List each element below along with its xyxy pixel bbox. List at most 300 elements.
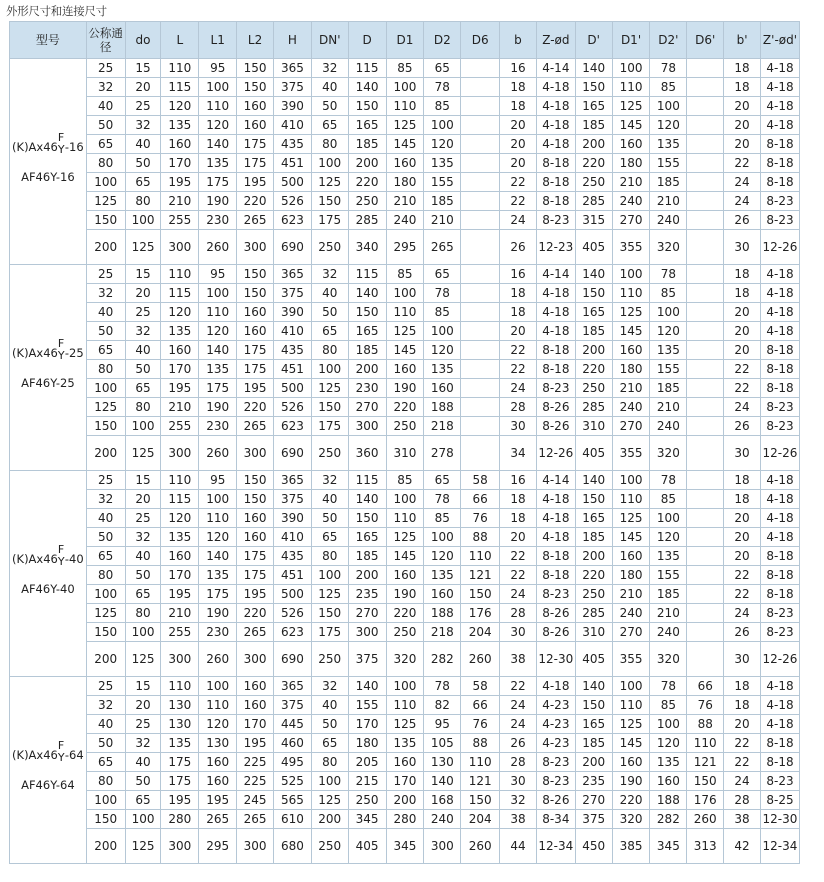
table-body — [10, 59, 800, 864]
table-cell — [687, 490, 724, 509]
table-cell — [461, 436, 500, 471]
header-cell: b' — [724, 22, 761, 59]
table-cell: 495 — [273, 753, 311, 772]
table-cell: 15 — [125, 59, 161, 78]
table-cell: 121 — [461, 566, 500, 585]
table-cell — [687, 379, 724, 398]
table-cell: 135 — [161, 322, 199, 341]
table-cell: 4-14 — [536, 471, 575, 490]
table-cell: 170 — [161, 360, 199, 379]
table-cell: 282 — [424, 642, 461, 677]
table-cell: 690 — [273, 642, 311, 677]
table-cell: 110 — [612, 696, 650, 715]
table-row — [10, 322, 800, 341]
table-cell: 80 — [86, 566, 125, 585]
table-cell: 220 — [612, 791, 650, 810]
table-cell: 82 — [424, 696, 461, 715]
table-row — [10, 566, 800, 585]
table-cell: 165 — [348, 116, 386, 135]
table-row — [10, 116, 800, 135]
table-cell: 50 — [86, 322, 125, 341]
table-cell: 135 — [161, 528, 199, 547]
table-cell: 100 — [125, 211, 161, 230]
table-cell: 65 — [424, 59, 461, 78]
table-cell: 265 — [237, 623, 274, 642]
table-cell: 250 — [386, 623, 424, 642]
table-cell: 100 — [612, 677, 650, 696]
table-cell: 135 — [650, 547, 687, 566]
table-cell: 285 — [575, 604, 612, 623]
table-cell: 175 — [311, 211, 348, 230]
table-cell: 180 — [612, 566, 650, 585]
table-cell: 20 — [125, 284, 161, 303]
table-cell: 100 — [199, 78, 237, 97]
table-row — [10, 360, 800, 379]
table-cell: 65 — [311, 734, 348, 753]
table-row — [10, 715, 800, 734]
table-cell: 135 — [650, 753, 687, 772]
table-cell: 8-23 — [760, 211, 799, 230]
table-cell: 195 — [161, 585, 199, 604]
table-cell: 120 — [199, 116, 237, 135]
table-cell: 22 — [500, 566, 537, 585]
table-cell: 185 — [575, 528, 612, 547]
table-row — [10, 829, 800, 864]
table-cell: 18 — [724, 265, 761, 284]
table-cell: 188 — [424, 604, 461, 623]
table-cell — [461, 211, 500, 230]
table-cell: 160 — [650, 772, 687, 791]
table-cell: 42 — [724, 829, 761, 864]
table-cell: 4-18 — [760, 322, 799, 341]
table-cell: 130 — [424, 753, 461, 772]
table-cell: 210 — [386, 192, 424, 211]
table-cell: 150 — [237, 78, 274, 97]
table-cell: 25 — [125, 509, 161, 528]
table-cell: 32 — [86, 696, 125, 715]
table-cell: 80 — [86, 772, 125, 791]
table-cell — [461, 59, 500, 78]
table-cell: 185 — [348, 341, 386, 360]
table-cell: 340 — [348, 230, 386, 265]
table-cell: 365 — [273, 265, 311, 284]
table-cell: 85 — [424, 303, 461, 322]
table-cell: 8-23 — [536, 379, 575, 398]
table-cell: 120 — [161, 97, 199, 116]
model-cell — [10, 59, 87, 265]
table-cell: 4-18 — [536, 303, 575, 322]
table-cell: 22 — [724, 379, 761, 398]
table-cell: 65 — [311, 528, 348, 547]
table-cell: 88 — [687, 715, 724, 734]
table-cell: 160 — [386, 360, 424, 379]
table-row — [10, 192, 800, 211]
table-cell: 80 — [311, 135, 348, 154]
table-cell: 135 — [199, 154, 237, 173]
table-cell: 410 — [273, 528, 311, 547]
table-cell: 140 — [348, 490, 386, 509]
table-cell: 18 — [500, 284, 537, 303]
table-cell: 150 — [86, 810, 125, 829]
table-cell: 22 — [724, 360, 761, 379]
table-cell: 12-30 — [760, 810, 799, 829]
table-cell — [461, 192, 500, 211]
table-cell: 78 — [650, 471, 687, 490]
table-cell: 260 — [199, 436, 237, 471]
table-cell: 125 — [612, 97, 650, 116]
table-cell: 145 — [612, 528, 650, 547]
table-cell: 20 — [500, 528, 537, 547]
table-cell: 110 — [199, 303, 237, 322]
table-cell: 4-18 — [760, 490, 799, 509]
table-cell — [687, 360, 724, 379]
model-name-primary — [10, 739, 86, 764]
table-cell: 24 — [500, 379, 537, 398]
table-cell — [461, 417, 500, 436]
table-cell: 200 — [86, 642, 125, 677]
table-cell: 300 — [161, 230, 199, 265]
model-name-secondary: AF46Y-16 — [21, 169, 75, 184]
table-cell: 180 — [348, 734, 386, 753]
model-y-letter: Y — [57, 348, 65, 362]
table-cell: 300 — [237, 642, 274, 677]
table-row — [10, 398, 800, 417]
table-cell: 200 — [348, 154, 386, 173]
table-cell: 150 — [311, 192, 348, 211]
table-cell: 65 — [125, 585, 161, 604]
table-cell: 160 — [237, 116, 274, 135]
table-cell: 175 — [237, 341, 274, 360]
table-cell: 150 — [461, 585, 500, 604]
table-cell: 250 — [575, 173, 612, 192]
table-cell: 8-23 — [760, 604, 799, 623]
table-cell — [687, 59, 724, 78]
table-cell: 145 — [612, 734, 650, 753]
table-cell: 320 — [386, 642, 424, 677]
header-cell: D' — [575, 22, 612, 59]
table-cell: 32 — [311, 677, 348, 696]
table-cell: 175 — [237, 566, 274, 585]
table-cell — [687, 623, 724, 642]
model-fy-stack — [57, 542, 65, 568]
table-cell: 160 — [424, 585, 461, 604]
table-cell: 165 — [348, 322, 386, 341]
table-row — [10, 810, 800, 829]
table-cell: 115 — [161, 284, 199, 303]
table-cell: 210 — [161, 398, 199, 417]
table-cell: 285 — [575, 192, 612, 211]
table-cell: 18 — [500, 303, 537, 322]
table-cell: 32 — [311, 59, 348, 78]
table-cell: 320 — [650, 642, 687, 677]
table-row — [10, 135, 800, 154]
table-cell: 185 — [424, 192, 461, 211]
table-cell: 218 — [424, 623, 461, 642]
table-cell: 175 — [199, 585, 237, 604]
table-cell: 295 — [199, 829, 237, 864]
header-cell: D6 — [461, 22, 500, 59]
table-cell: 160 — [237, 677, 274, 696]
table-cell: 270 — [348, 604, 386, 623]
table-row — [10, 265, 800, 284]
table-cell: 385 — [612, 829, 650, 864]
table-cell: 150 — [348, 509, 386, 528]
table-cell: 4-18 — [536, 490, 575, 509]
table-cell: 20 — [724, 303, 761, 322]
table-cell: 240 — [650, 417, 687, 436]
table-cell: 110 — [161, 677, 199, 696]
table-cell: 160 — [612, 341, 650, 360]
table-cell: 4-18 — [536, 284, 575, 303]
table-cell: 32 — [86, 490, 125, 509]
table-cell: 200 — [86, 829, 125, 864]
table-cell: 24 — [500, 585, 537, 604]
table-cell: 200 — [311, 810, 348, 829]
table-cell: 78 — [424, 284, 461, 303]
table-cell: 220 — [386, 398, 424, 417]
table-cell — [687, 78, 724, 97]
table-cell: 18 — [500, 78, 537, 97]
table-cell — [461, 78, 500, 97]
table-cell: 30 — [724, 230, 761, 265]
table-cell: 210 — [161, 604, 199, 623]
model-pressure: -25 — [64, 345, 84, 360]
table-cell: 390 — [273, 97, 311, 116]
table-cell: 451 — [273, 566, 311, 585]
table-cell: 65 — [86, 135, 125, 154]
table-cell: 105 — [424, 734, 461, 753]
table-cell: 175 — [311, 417, 348, 436]
table-cell: 32 — [125, 322, 161, 341]
table-caption: 外形尺寸和连接尺寸 — [6, 4, 107, 18]
table-cell: 240 — [386, 211, 424, 230]
model-y-letter: Y — [57, 554, 65, 568]
table-cell: 85 — [650, 490, 687, 509]
table-cell: 195 — [161, 173, 199, 192]
table-cell: 220 — [575, 360, 612, 379]
table-cell: 4-18 — [760, 528, 799, 547]
table-row — [10, 528, 800, 547]
table-cell: 80 — [311, 547, 348, 566]
table-cell: 100 — [424, 528, 461, 547]
table-cell: 150 — [237, 59, 274, 78]
table-cell: 4-23 — [536, 715, 575, 734]
table-cell: 4-18 — [760, 97, 799, 116]
table-row — [10, 284, 800, 303]
table-cell: 50 — [86, 116, 125, 135]
table-cell: 18 — [724, 677, 761, 696]
table-cell: 526 — [273, 604, 311, 623]
table-cell: 145 — [612, 116, 650, 135]
table-cell: 195 — [161, 379, 199, 398]
table-cell: 150 — [575, 490, 612, 509]
table-cell: 26 — [724, 623, 761, 642]
table-cell: 8-18 — [760, 566, 799, 585]
table-cell: 4-18 — [536, 677, 575, 696]
table-cell: 80 — [125, 604, 161, 623]
table-cell: 115 — [161, 78, 199, 97]
table-cell: 220 — [237, 604, 274, 623]
table-cell: 110 — [199, 696, 237, 715]
table-cell: 345 — [650, 829, 687, 864]
table-cell: 100 — [125, 810, 161, 829]
table-cell: 300 — [424, 829, 461, 864]
table-row — [10, 59, 800, 78]
table-cell: 85 — [386, 59, 424, 78]
table-cell: 190 — [199, 604, 237, 623]
table-cell: 210 — [612, 173, 650, 192]
table-row — [10, 211, 800, 230]
table-cell: 66 — [461, 696, 500, 715]
table-cell: 100 — [650, 97, 687, 116]
table-cell: 8-18 — [760, 341, 799, 360]
table-cell: 160 — [237, 322, 274, 341]
table-cell: 150 — [348, 303, 386, 322]
table-cell — [687, 116, 724, 135]
table-cell: 28 — [500, 398, 537, 417]
table-cell: 24 — [724, 604, 761, 623]
table-cell: 240 — [612, 398, 650, 417]
table-cell: 160 — [386, 154, 424, 173]
table-cell: 225 — [237, 772, 274, 791]
table-cell: 160 — [386, 566, 424, 585]
table-cell: 8-18 — [760, 753, 799, 772]
table-cell: 125 — [86, 398, 125, 417]
table-cell: 30 — [500, 623, 537, 642]
table-cell: 100 — [311, 566, 348, 585]
table-cell: 190 — [386, 379, 424, 398]
table-cell: 200 — [575, 341, 612, 360]
table-cell: 110 — [199, 509, 237, 528]
table-cell: 12-23 — [536, 230, 575, 265]
table-row — [10, 341, 800, 360]
model-name-secondary: AF46Y-64 — [21, 778, 75, 792]
table-cell: 100 — [612, 471, 650, 490]
table-row — [10, 753, 800, 772]
table-cell: 25 — [86, 265, 125, 284]
table-cell: 150 — [348, 97, 386, 116]
table-cell: 195 — [237, 379, 274, 398]
table-cell: 265 — [237, 417, 274, 436]
table-cell: 125 — [386, 116, 424, 135]
table-cell: 190 — [612, 772, 650, 791]
table-cell: 24 — [724, 192, 761, 211]
table-cell: 365 — [273, 471, 311, 490]
table-cell: 150 — [86, 211, 125, 230]
table-cell: 320 — [650, 436, 687, 471]
model-name-primary — [10, 130, 86, 156]
table-row — [10, 490, 800, 509]
table-cell: 18 — [500, 490, 537, 509]
table-cell: 315 — [575, 211, 612, 230]
table-cell: 40 — [311, 490, 348, 509]
table-cell: 285 — [575, 398, 612, 417]
table-cell: 623 — [273, 417, 311, 436]
table-cell: 8-26 — [536, 604, 575, 623]
table-cell: 270 — [612, 417, 650, 436]
table-cell: 110 — [386, 509, 424, 528]
table-row — [10, 677, 800, 696]
table-cell: 125 — [311, 791, 348, 810]
table-cell: 40 — [125, 547, 161, 566]
table-cell: 180 — [386, 173, 424, 192]
table-cell: 135 — [386, 734, 424, 753]
table-cell: 38 — [724, 810, 761, 829]
table-cell: 155 — [424, 173, 461, 192]
table-cell: 22 — [500, 173, 537, 192]
table-cell: 185 — [348, 547, 386, 566]
table-cell: 405 — [575, 230, 612, 265]
table-cell: 150 — [237, 284, 274, 303]
table-cell: 125 — [125, 230, 161, 265]
table-cell: 18 — [500, 509, 537, 528]
table-cell: 165 — [575, 509, 612, 528]
table-cell: 200 — [575, 135, 612, 154]
table-cell: 525 — [273, 772, 311, 791]
table-cell: 12-26 — [760, 230, 799, 265]
table-cell: 80 — [311, 753, 348, 772]
table-cell: 30 — [724, 642, 761, 677]
table-cell: 220 — [575, 566, 612, 585]
header-cell: do — [125, 22, 161, 59]
table-cell: 32 — [311, 265, 348, 284]
table-cell: 160 — [237, 303, 274, 322]
header-cell: DN' — [311, 22, 348, 59]
table-cell: 28 — [724, 791, 761, 810]
table-cell: 120 — [199, 715, 237, 734]
table-cell: 451 — [273, 154, 311, 173]
table-cell: 375 — [348, 642, 386, 677]
table-cell: 28 — [500, 753, 537, 772]
table-cell: 65 — [125, 379, 161, 398]
table-cell: 4-18 — [760, 59, 799, 78]
table-cell — [461, 116, 500, 135]
table-cell: 250 — [386, 417, 424, 436]
table-cell: 8-26 — [536, 417, 575, 436]
table-cell: 100 — [125, 417, 161, 436]
table-cell: 88 — [461, 528, 500, 547]
table-cell: 125 — [125, 436, 161, 471]
model-fy-stack — [57, 130, 65, 156]
table-cell — [687, 303, 724, 322]
table-cell: 8-34 — [536, 810, 575, 829]
table-cell: 25 — [125, 303, 161, 322]
table-cell: 22 — [724, 585, 761, 604]
table-cell: 12-26 — [760, 436, 799, 471]
table-cell: 65 — [86, 547, 125, 566]
table-cell: 26 — [724, 211, 761, 230]
table-cell — [687, 192, 724, 211]
table-cell: 18 — [724, 78, 761, 97]
table-cell: 205 — [348, 753, 386, 772]
table-cell: 18 — [500, 97, 537, 116]
table-cell: 360 — [348, 436, 386, 471]
table-cell — [687, 322, 724, 341]
table-cell: 220 — [575, 154, 612, 173]
table-cell: 125 — [125, 642, 161, 677]
table-cell: 405 — [575, 642, 612, 677]
table-cell: 8-18 — [536, 173, 575, 192]
table-row — [10, 417, 800, 436]
table-cell: 8-18 — [760, 360, 799, 379]
table-cell — [687, 528, 724, 547]
table-cell — [461, 135, 500, 154]
header-cell: 型号 — [10, 22, 87, 59]
table-cell: 200 — [575, 547, 612, 566]
table-cell: 16 — [500, 471, 537, 490]
table-cell: 155 — [650, 360, 687, 379]
model-f-letter: F — [57, 130, 65, 144]
